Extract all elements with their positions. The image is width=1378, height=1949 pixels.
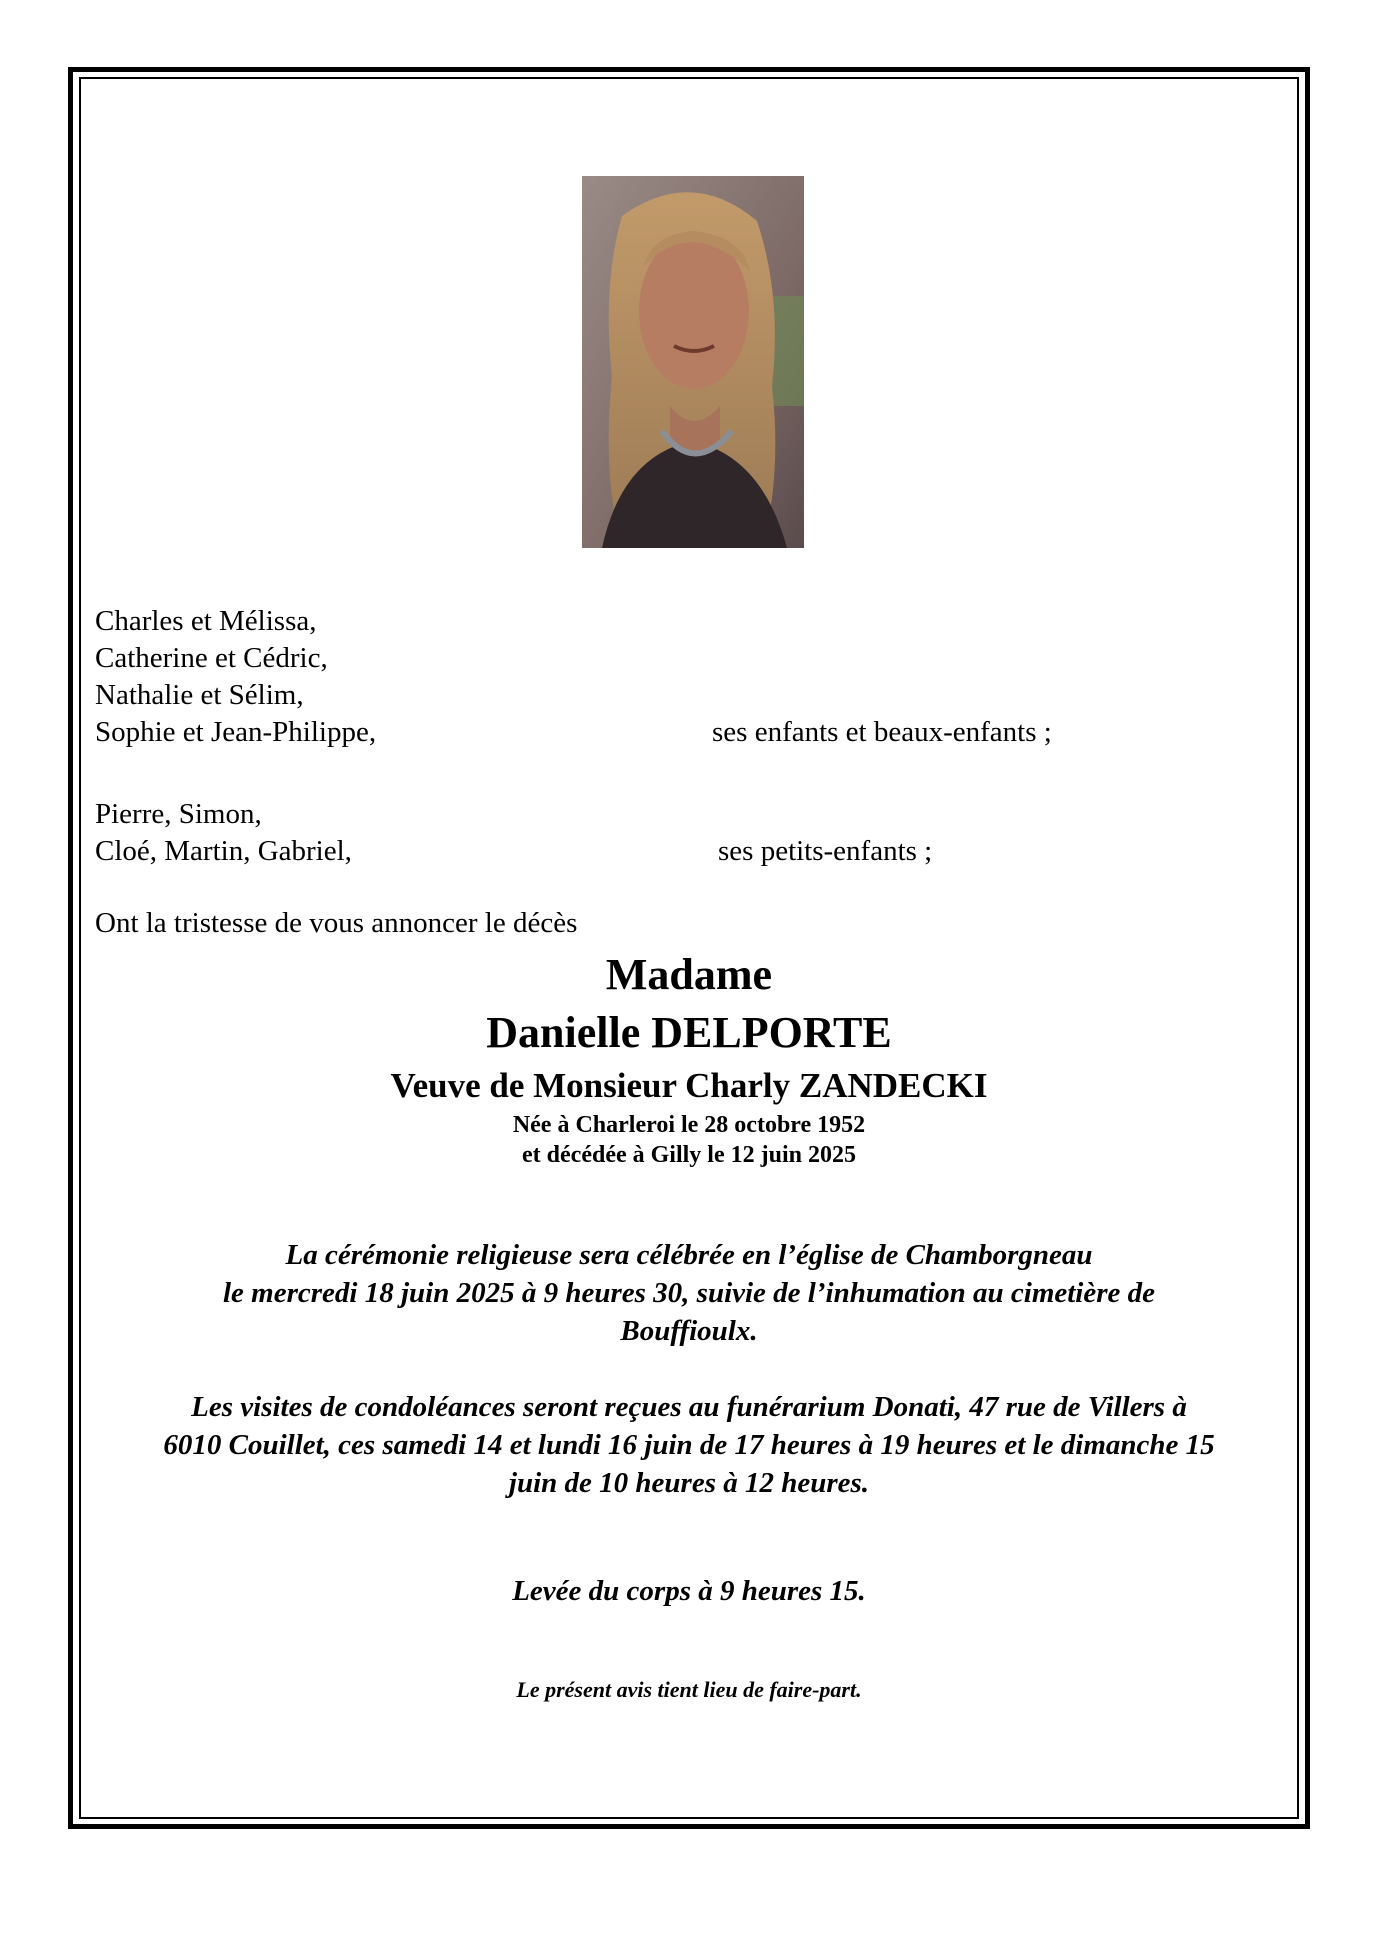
grandchildren-list [95,796,352,870]
child-line: Charles et Mélissa, [95,605,317,637]
faire-part-notice: Le présent avis tient lieu de faire-part. [516,1677,862,1702]
widow-line: Veuve de Monsieur Charly ZANDECKI [390,1066,988,1105]
grandchild-line: Cloé, Martin, Gabriel, [95,835,352,867]
visits-line: Les visites de condoléances seront reçues au funérarium Donati, 47 rue de Villers à [191,1391,1187,1423]
grandchild-line: Pierre, Simon, [95,798,262,830]
child-line: Sophie et Jean-Philippe, [95,716,377,748]
birth-line: Née à Charleroi le 28 octobre 1952 [512,1112,866,1138]
visits-line: 6010 Couillet, ces samedi 14 et lundi 16 juin de 17 heures à 19 heures et le dimanche 15 [163,1429,1215,1461]
ceremony-line: La cérémonie religieuse sera célébrée en l’église de Chamborgneau [285,1239,1093,1271]
child-line: Catherine et Cédric, [95,642,328,674]
deceased-name: Danielle DELPORTE [486,1008,892,1057]
ceremony-paragraph [95,1236,1283,1350]
levee-line: Levée du corps à 9 heures 15. [512,1575,866,1607]
portrait-photo [582,176,804,548]
visits-line: juin de 10 heures à 12 heures. [508,1467,870,1499]
children-role: ses enfants et beaux-enfants ; [712,716,1052,748]
deceased-title: Madame [605,950,773,999]
death-line: et décédée à Gilly le 12 juin 2025 [522,1142,856,1168]
ceremony-line: Bouffioulx. [620,1315,758,1347]
ceremony-line: le mercredi 18 juin 2025 à 9 heures 30, suivie de l’inhumation au cimetière de [222,1277,1156,1309]
child-line: Nathalie et Sélim, [95,679,304,711]
announcement-intro: Ont la tristesse de vous annoncer le décès [95,907,578,939]
visits-paragraph [95,1388,1283,1502]
grandchildren-role: ses petits-enfants ; [718,835,933,867]
children-list [95,603,376,751]
